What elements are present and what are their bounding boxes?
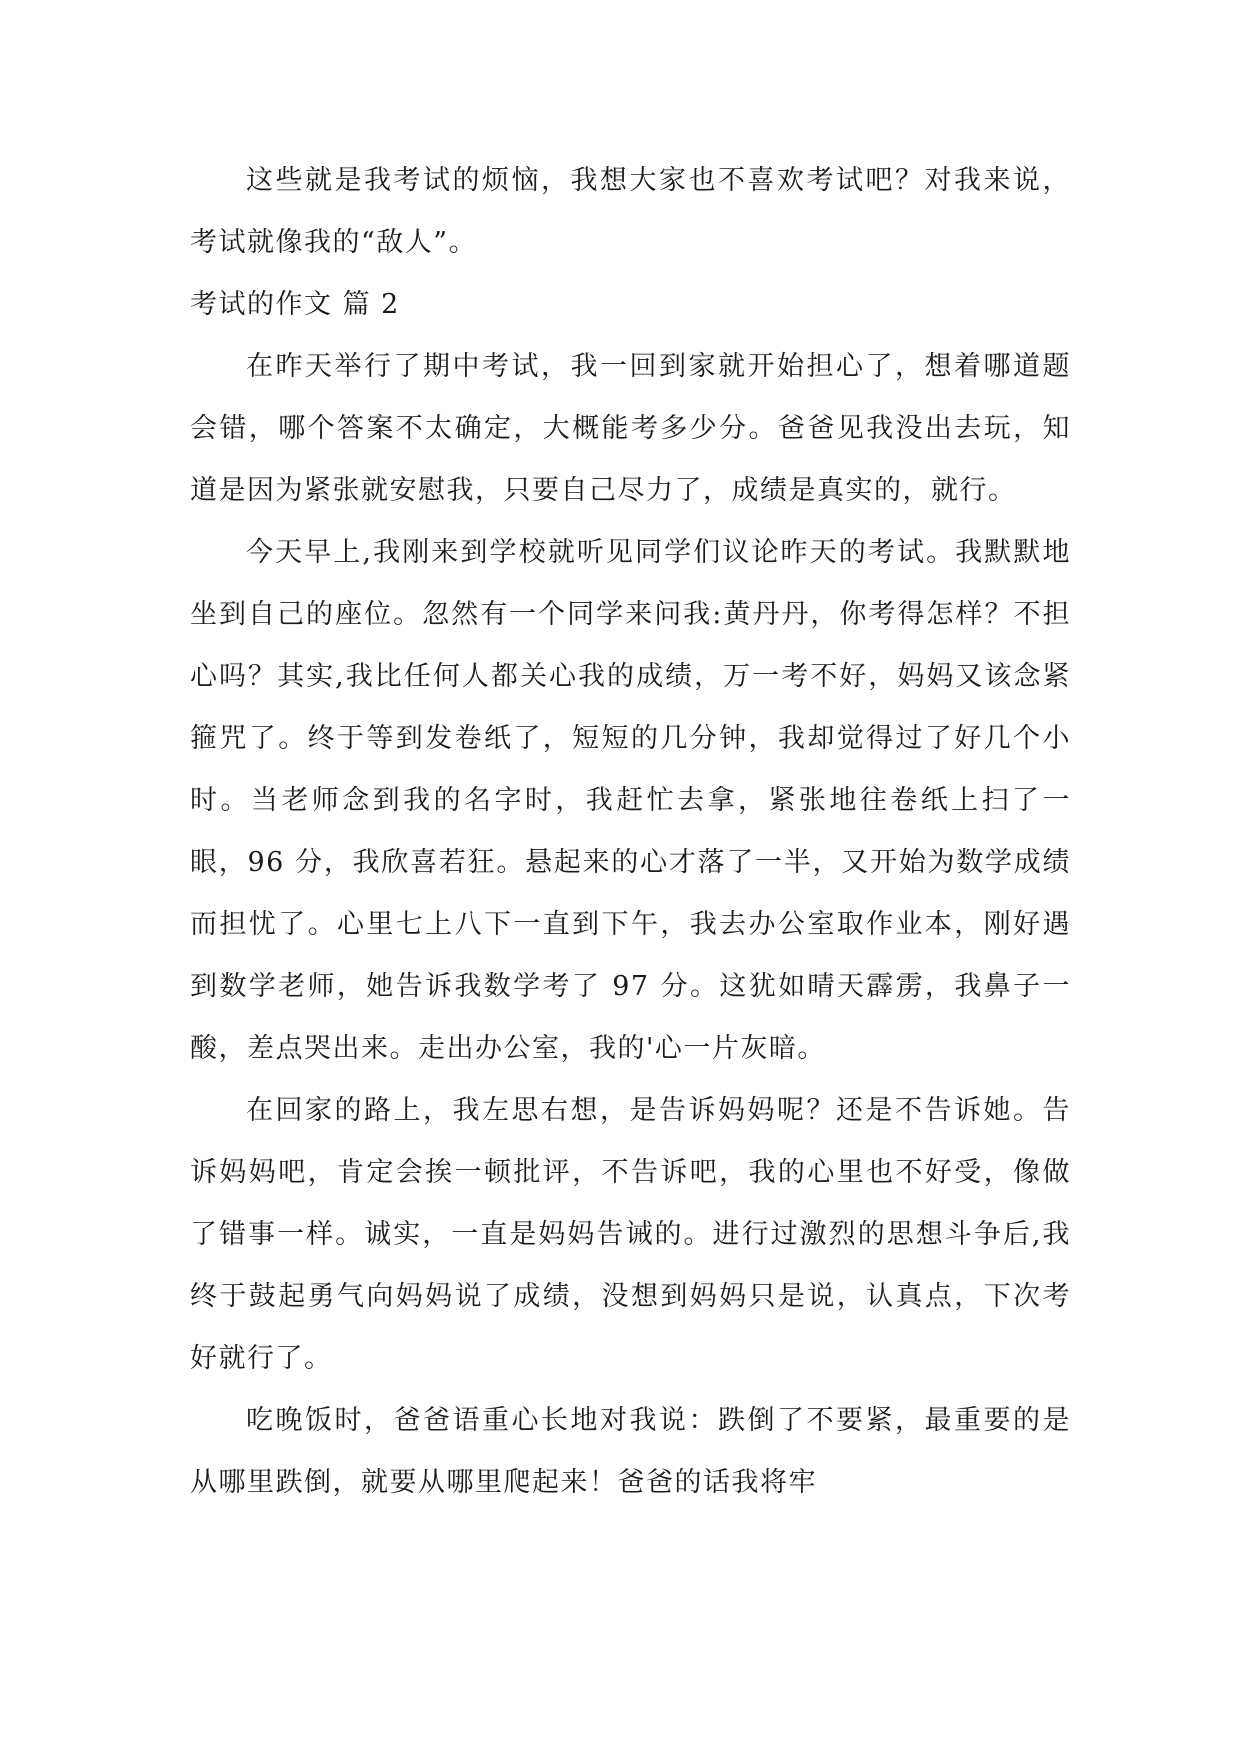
- section-heading: 考试的作文 篇 2: [190, 289, 400, 320]
- paragraph-dinner: 吃晚饭时，爸爸语重心长地对我说：跌倒了不要紧，最重要的是从哪里跌倒，就要从哪里爬起来！爸爸的话我将牢: [190, 1405, 1071, 1498]
- paragraph-exam-day: 在昨天举行了期中考试，我一回到家就开始担心了，想着哪道题会错，哪个答案不太确定，大概能考多少分。爸爸见我没出去玩，知道是因为紧张就安慰我，只要自己尽力了，成绩是真实的，就行。: [190, 351, 1071, 506]
- paragraph-school-results: 今天早上,我刚来到学校就听见同学们议论昨天的考试。我默默地坐到自己的座位。忽然有一个同学来问我:黄丹丹，你考得怎样？不担心吗？其实,我比任何人都关心我的成绩，万一考不好，妈妈又该念紧箍咒了。终于等到发卷纸了，短短的几分钟，我却觉得过了好几个小时。当老师念到我的名字时，我赶忙去拿，紧张地往卷纸上扫了一眼，96 分，我欣喜若狂。悬起来的心才落了一半，又开始为数学成绩而担忧了。心里七上八下一直到下午，我去办公室取作业本，刚好遇到数学老师，她告诉我数学考了 97 分。这犹如晴天霹雳，我鼻子一酸，差点哭出来。走出办公室，我的'心一片灰暗。: [190, 537, 1071, 1064]
- paragraph-way-home: 在回家的路上，我左思右想，是告诉妈妈呢？还是不告诉她。告诉妈妈吧，肯定会挨一顿批评，不告诉吧，我的心里也不好受，像做了错事一样。诚实，一直是妈妈告诫的。进行过激烈的思想斗争后,我终于鼓起勇气向妈妈说了成绩，没想到妈妈只是说，认真点，下次考好就行了。: [190, 1095, 1071, 1374]
- paragraph-intro-ending: 这些就是我考试的烦恼，我想大家也不喜欢考试吧？对我来说，考试就像我的“敌人”。: [190, 165, 1071, 258]
